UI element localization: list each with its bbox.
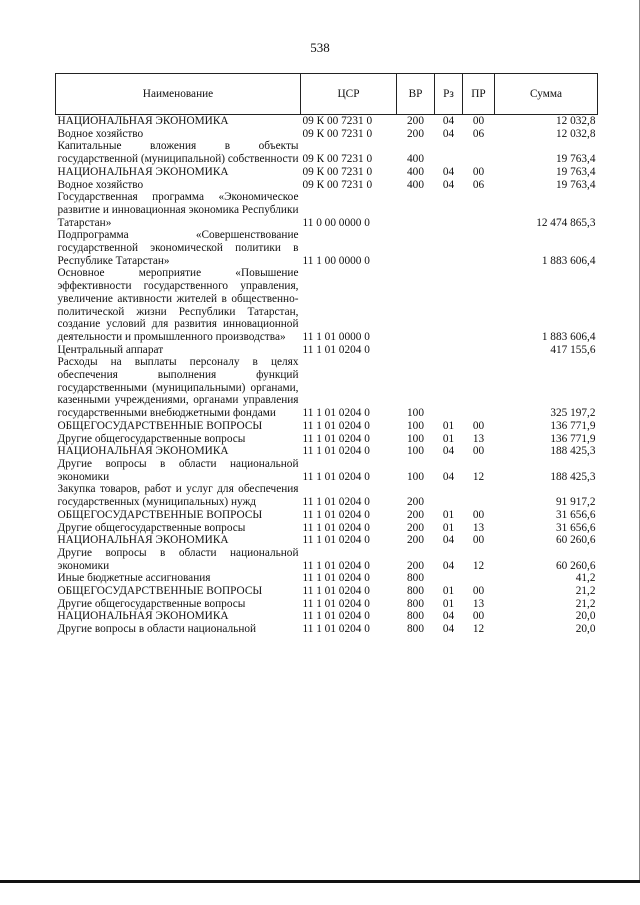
row-sum: 188 425,3 [550, 445, 596, 458]
row-pr: 13 [472, 432, 485, 445]
row-vr: 100 [407, 445, 424, 458]
row-rz [435, 356, 463, 420]
row-pr [463, 229, 495, 267]
table-row [56, 445, 598, 458]
row-pr: 00 [472, 445, 485, 458]
row-rz [435, 229, 463, 267]
table-row [56, 598, 598, 611]
row-rz: 04 [442, 470, 455, 483]
row-sum: 325 197,2 [550, 407, 596, 420]
row-vr: 200 [407, 127, 424, 140]
row-csr: 09 К 00 7231 0 [302, 115, 373, 127]
table-row [56, 267, 598, 343]
row-rz: 01 [442, 432, 455, 445]
row-vr: 100 [407, 419, 424, 432]
row-pr [463, 356, 495, 420]
row-vr: 200 [407, 534, 424, 547]
row-pr: 13 [472, 521, 485, 534]
row-name: Другие общегосударственные вопросы [57, 432, 246, 445]
table-row [56, 623, 598, 636]
row-name: ОБЩЕГОСУДАРСТВЕННЫЕ ВОПРОСЫ [57, 508, 263, 521]
row-pr: 00 [472, 610, 485, 623]
row-csr: 11 1 01 0000 0 [302, 330, 370, 343]
row-sum: 136 771,9 [550, 432, 596, 445]
row-sum: 31 656,6 [555, 508, 596, 521]
row-sum: 60 260,6 [555, 559, 596, 572]
table-row [56, 191, 598, 229]
row-sum: 19 763,4 [555, 178, 596, 191]
row-csr: 09 К 00 7231 0 [302, 153, 373, 166]
row-name: Водное хозяйство [57, 127, 144, 140]
row-vr: 800 [407, 585, 424, 598]
header-row [56, 74, 598, 115]
row-name: Подпрограмма «Совершенствование государственной экономической политики в Республике Татарстан» [57, 229, 299, 267]
table-row [56, 458, 598, 483]
row-pr: 00 [472, 115, 485, 127]
row-name: НАЦИОНАЛЬНАЯ ЭКОНОМИКА [57, 610, 229, 623]
row-vr: 400 [407, 153, 424, 166]
row-pr [463, 267, 495, 343]
row-name: Основное мероприятие «Повышение эффективности государственного управления, увеличение активности жителей в общественно-политической жизни Республики Татарстан, создание условий для развития инновационной деятельности и промышленного производства» [57, 267, 299, 343]
row-vr: 400 [407, 178, 424, 191]
header-csr: ЦСР [301, 74, 397, 115]
table-row [56, 356, 598, 420]
row-vr: 800 [407, 572, 424, 585]
table-row [56, 344, 598, 357]
row-rz: 01 [442, 419, 455, 432]
row-name: НАЦИОНАЛЬНАЯ ЭКОНОМИКА [57, 534, 229, 547]
row-csr: 11 0 00 0000 0 [302, 216, 370, 229]
bottom-border-line [0, 880, 640, 883]
row-rz: 04 [442, 178, 455, 191]
row-csr: 11 1 01 0204 0 [302, 572, 370, 585]
row-rz [435, 344, 463, 357]
row-csr: 11 1 01 0204 0 [302, 496, 370, 509]
row-rz: 04 [442, 165, 455, 178]
row-pr [463, 483, 495, 508]
row-name: Иные бюджетные ассигнования [57, 572, 211, 585]
row-vr: 100 [407, 470, 424, 483]
row-rz: 04 [442, 534, 455, 547]
row-rz [435, 191, 463, 229]
row-sum: 19 763,4 [555, 153, 596, 166]
row-name: Государственная программа «Экономическое развитие и инновационная экономика Республики Татарстан» [57, 191, 299, 229]
table-row [56, 140, 598, 165]
row-csr: 11 1 01 0204 0 [302, 470, 370, 483]
row-vr [397, 229, 435, 267]
row-sum: 41,2 [575, 572, 596, 585]
row-rz: 01 [442, 597, 455, 610]
row-name: Центральный аппарат [57, 343, 164, 356]
row-rz: 01 [442, 521, 455, 534]
row-name: Другие вопросы в области национальной экономики [57, 457, 299, 483]
row-vr: 200 [407, 559, 424, 572]
row-rz: 04 [442, 623, 455, 636]
row-csr: 11 1 01 0204 0 [302, 508, 370, 521]
row-pr: 00 [472, 534, 485, 547]
row-csr: 11 1 01 0204 0 [302, 407, 370, 420]
header-sum: Сумма [495, 74, 598, 115]
row-sum: 31 656,6 [555, 521, 596, 534]
table-row [56, 115, 598, 128]
header-name: Наименование [56, 74, 301, 115]
row-sum: 12 474 865,3 [536, 216, 596, 229]
row-csr: 11 1 01 0204 0 [302, 445, 370, 458]
row-vr: 400 [407, 165, 424, 178]
row-csr: 11 1 01 0204 0 [302, 559, 370, 572]
row-name: Другие общегосударственные вопросы [57, 521, 246, 534]
row-pr [463, 344, 495, 357]
row-pr: 00 [472, 585, 485, 598]
row-name: ОБЩЕГОСУДАРСТВЕННЫЕ ВОПРОСЫ [57, 419, 263, 432]
row-sum: 20,0 [575, 623, 596, 636]
row-pr [463, 572, 495, 585]
row-rz: 04 [442, 559, 455, 572]
row-csr: 11 1 01 0204 0 [302, 343, 370, 356]
table-row [56, 128, 598, 141]
row-sum: 91 917,2 [555, 496, 596, 509]
row-sum: 417 155,6 [550, 343, 596, 356]
row-sum: 1 883 606,4 [541, 330, 596, 343]
row-vr: 100 [407, 407, 424, 420]
row-name: Расходы на выплаты персоналу в целях обеспечения выполнения функций государственными (муниципальными) органами, казенными учреждениями, органами управления государственными внебюджетными фондами [57, 356, 299, 420]
row-pr: 13 [472, 597, 485, 610]
row-pr: 12 [472, 470, 485, 483]
row-csr: 11 1 01 0204 0 [302, 623, 370, 636]
row-name: НАЦИОНАЛЬНАЯ ЭКОНОМИКА [57, 115, 229, 127]
table-row [56, 585, 598, 598]
row-vr: 200 [407, 508, 424, 521]
row-pr: 00 [472, 419, 485, 432]
row-vr [397, 267, 435, 343]
row-rz: 04 [442, 445, 455, 458]
row-csr: 09 К 00 7231 0 [302, 165, 373, 178]
row-rz: 04 [442, 610, 455, 623]
row-name: НАЦИОНАЛЬНАЯ ЭКОНОМИКА [57, 445, 229, 458]
header-vr: ВР [397, 74, 435, 115]
row-csr: 11 1 01 0204 0 [302, 597, 370, 610]
row-vr: 800 [407, 610, 424, 623]
row-csr: 11 1 01 0204 0 [302, 419, 370, 432]
row-name: НАЦИОНАЛЬНАЯ ЭКОНОМИКА [57, 165, 229, 178]
row-vr: 200 [407, 521, 424, 534]
row-vr: 800 [407, 597, 424, 610]
row-vr [397, 191, 435, 229]
row-name: Другие вопросы в области национальной [57, 623, 257, 636]
table-row [56, 229, 598, 267]
row-rz [435, 483, 463, 508]
row-name: Другие общегосударственные вопросы [57, 597, 246, 610]
row-sum: 136 771,9 [550, 419, 596, 432]
row-pr: 12 [472, 623, 485, 636]
row-rz [435, 267, 463, 343]
row-vr [397, 344, 435, 357]
row-rz [435, 572, 463, 585]
row-vr: 200 [407, 496, 424, 509]
table-row [56, 179, 598, 192]
row-vr: 200 [407, 115, 424, 127]
row-pr [463, 191, 495, 229]
row-sum: 12 032,8 [555, 127, 596, 140]
header-rz: Рз [435, 74, 463, 115]
budget-table [55, 73, 598, 636]
row-csr: 11 1 01 0204 0 [302, 521, 370, 534]
row-csr: 09 К 00 7231 0 [302, 127, 373, 140]
row-sum: 19 763,4 [555, 165, 596, 178]
row-pr: 06 [472, 178, 485, 191]
row-pr: 00 [472, 165, 485, 178]
table-body [56, 115, 598, 636]
row-csr: 11 1 00 0000 0 [302, 254, 370, 267]
row-csr: 11 1 01 0204 0 [302, 610, 370, 623]
row-name: Другие вопросы в области национальной экономики [57, 546, 299, 572]
row-name: ОБЩЕГОСУДАРСТВЕННЫЕ ВОПРОСЫ [57, 585, 263, 598]
row-sum: 1 883 606,4 [541, 254, 596, 267]
row-vr: 100 [407, 432, 424, 445]
row-name: Водное хозяйство [57, 178, 144, 191]
row-sum: 20,0 [575, 610, 596, 623]
row-sum: 21,2 [575, 585, 596, 598]
row-rz: 04 [442, 127, 455, 140]
table-row [56, 420, 598, 433]
row-rz [435, 140, 463, 165]
row-name: Капитальные вложения в объекты государственной (муниципальной) собственности [57, 140, 299, 166]
row-csr: 11 1 01 0204 0 [302, 585, 370, 598]
row-pr: 12 [472, 559, 485, 572]
row-pr: 00 [472, 508, 485, 521]
table-row [56, 610, 598, 623]
table-row [56, 534, 598, 547]
row-sum: 188 425,3 [550, 470, 596, 483]
row-rz: 01 [442, 585, 455, 598]
row-csr: 09 К 00 7231 0 [302, 178, 373, 191]
row-vr: 800 [407, 623, 424, 636]
table-row [56, 166, 598, 179]
row-sum: 21,2 [575, 597, 596, 610]
row-sum: 12 032,8 [555, 115, 596, 127]
table-row [56, 572, 598, 585]
table-row [56, 522, 598, 535]
row-pr: 06 [472, 127, 485, 140]
row-pr [463, 140, 495, 165]
table-row [56, 483, 598, 508]
table-row [56, 433, 598, 446]
table-row [56, 509, 598, 522]
row-sum: 60 260,6 [555, 534, 596, 547]
row-rz: 04 [442, 115, 455, 127]
row-csr: 11 1 01 0204 0 [302, 432, 370, 445]
row-name: Закупка товаров, работ и услуг для обеспечения государственных (муниципальных) нужд [57, 483, 299, 509]
row-csr: 11 1 01 0204 0 [302, 534, 370, 547]
page-number: 538 [310, 40, 330, 55]
table-row [56, 547, 598, 572]
row-rz: 01 [442, 508, 455, 521]
header-pr: ПР [463, 74, 495, 115]
